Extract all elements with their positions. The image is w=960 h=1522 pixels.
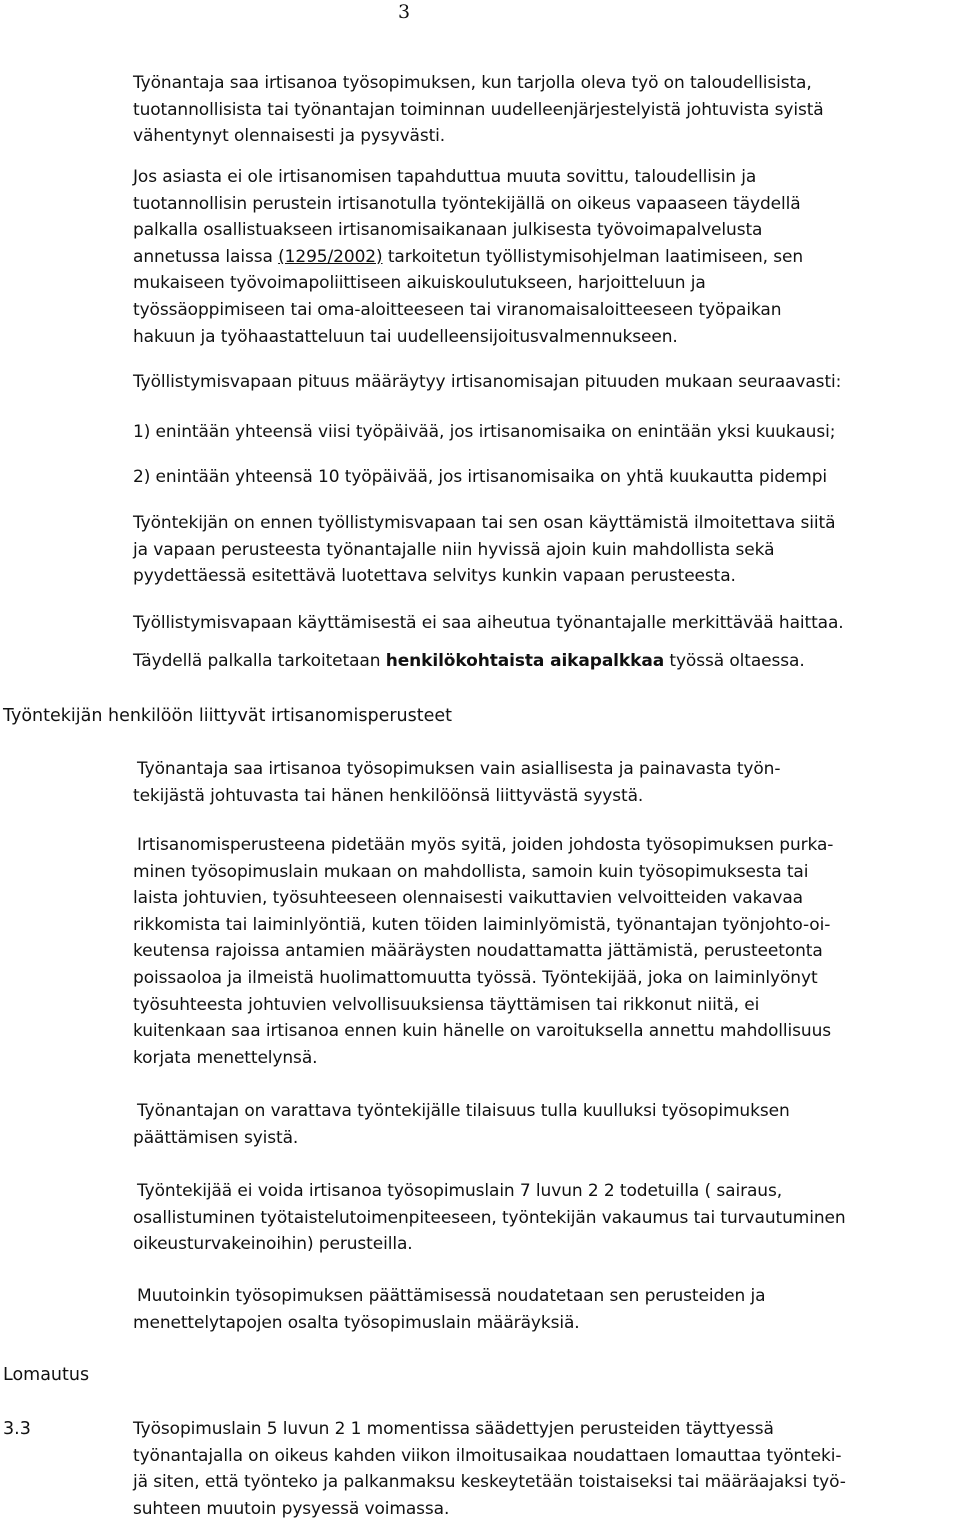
paragraph-termination-grounds [133, 832, 960, 1071]
text-line: työsuhteesta johtuvien velvollisuuksiensa täyttämisen tai rikkonut niitä, ei [133, 994, 760, 1015]
text-line: menettelytapojen osalta työsopimuslain määräyksiä. [133, 1312, 580, 1333]
text-fragment: työssä oltaessa. [664, 651, 805, 671]
text-line: työssäoppimiseen tai oma-aloitteeseen tai viranomaisaloitteeseen työpaikan [133, 299, 782, 320]
text-line: laista johtuvien, työsuhteeseen olennaisesti vaikuttavien velvoitteiden vakavaa [133, 888, 803, 909]
text-line: osallistuminen työtaistelutoimenpiteeseen, työntekijän vakaumus tai turvautuminen [133, 1207, 846, 1228]
text-line: työnantajalla on oikeus kahden viikon ilmoitusaikaa noudattaen lomauttaa työnteki- [133, 1445, 842, 1466]
list-item-2 [133, 464, 960, 491]
text-line: Työntekijää ei voida irtisanoa työsopimuslain 7 luvun 2 2 todetuilla ( sairaus, [137, 1181, 783, 1201]
paragraph-employment-leave [133, 164, 960, 350]
paragraph-full-pay [133, 648, 960, 675]
text-line: tuotannollisista tai työnantajan toiminnan uudelleenjärjestelyistä johtuvista syistä [133, 99, 824, 120]
text-line: Työnantaja saa irtisanoa työsopimuksen, kun tarjolla oleva työ on taloudellisista, [133, 73, 812, 93]
text-fragment: annetussa laissa [133, 246, 279, 267]
text-line: suhteen muutoin pysyessä voimassa. [133, 1498, 450, 1519]
text-line: Työntekijän on ennen työllistymisvapaan tai sen osan käyttämistä ilmoitettava siitä [133, 513, 836, 533]
text-line: oikeusturvakeinoihin) perusteilla. [133, 1234, 413, 1255]
text-line: tekijästä johtuvasta tai hänen henkilöönsä liittyvästä syystä. [133, 785, 644, 806]
text-line: pyydettäessä esitettävä luotettava selvitys kunkin vapaan perusteesta. [133, 566, 736, 587]
section-heading-personal-grounds: Työntekijän henkilöön liittyvät irtisanomisperusteet [3, 706, 453, 726]
section-heading-lomautus: Lomautus [3, 1365, 90, 1385]
paragraph-no-harm [133, 610, 960, 637]
text-line: Irtisanomisperusteena pidetään myös syitä, joiden johdosta työsopimuksen purka- [137, 835, 834, 855]
text-line: päättämisen syistä. [133, 1127, 299, 1148]
text-line: palkalla osallistuakseen irtisanomisaikanaan julkisesta työvoimapalvelusta [133, 220, 763, 241]
paragraph-prohibited-grounds [133, 1178, 960, 1258]
text-line: Työsopimuslain 5 luvun 2 1 momentissa säädettyjen perusteiden täyttyessä [133, 1419, 774, 1439]
text-line: Työllistymisvapaan pituus määräytyy irtisanomisajan pituuden mukaan seuraavasti: [133, 372, 842, 392]
paragraph-layoff [133, 1416, 960, 1522]
text-line: poissaoloa ja ilmeistä huolimattomuutta työssä. Työntekijää, joka on laiminlyönyt [133, 967, 818, 988]
text-line: keutensa rajoissa antamien määräysten noudattamatta jättämistä, perusteetonta [133, 941, 823, 962]
paragraph-leave-length [133, 369, 960, 396]
paragraph-personal-grounds [133, 756, 960, 809]
text-line: Jos asiasta ei ole irtisanomisen tapahduttua muuta sovittu, taloudellisin ja [133, 167, 757, 187]
text-line: 2) enintään yhteensä 10 työpäivää, jos irtisanomisaika on yhtä kuukautta pidempi [133, 467, 828, 487]
emphasis-text: henkilökohtaista aikapalkkaa [385, 651, 665, 671]
paragraph-procedures [133, 1283, 960, 1336]
text-line: mukaiseen työvoimapoliittiseen aikuiskoulutukseen, harjoitteluun ja [133, 273, 706, 294]
list-item-1 [133, 419, 960, 446]
text-line: 1) enintään yhteensä viisi työpäivää, jos irtisanomisaika on enintään yksi kuukausi; [133, 422, 836, 442]
text-line: Muutoinkin työsopimuksen päättämisessä noudatetaan sen perusteiden ja [137, 1286, 766, 1306]
text-line: hakuun ja työhaastatteluun tai uudelleensijoitusvalmennukseen. [133, 326, 678, 347]
text-line: vähentynyt olennaisesti ja pysyvästi. [133, 126, 446, 147]
text-line: Työllistymisvapaan käyttämisestä ei saa aiheutua työnantajalle merkittävää haittaa. [133, 613, 844, 633]
section-number: 3.3 [3, 1419, 31, 1439]
page-number: 3 [398, 1, 411, 23]
paragraph-notification [133, 510, 960, 590]
text-line: jä siten, että työnteko ja palkanmaksu keskeytetään toistaiseksi tai määräajaksi työ- [133, 1472, 846, 1493]
text-line: minen työsopimuslain mukaan on mahdollista, samoin kuin työsopimuksesta tai [133, 861, 809, 882]
text-line: Työnantaja saa irtisanoa työsopimuksen vain asiallisesta ja painavasta työn- [137, 759, 781, 779]
text-line [133, 244, 960, 271]
text-fragment: tarkoitetun työllistymisohjelman laatimiseen, sen [382, 246, 804, 267]
text-line: Työnantajan on varattava työntekijälle tilaisuus tulla kuulluksi työsopimuksen [137, 1101, 790, 1121]
text-line: rikkomista tai laiminlyöntiä, kuten töiden laiminlyömistä, työnantajan työnjohto-oi- [133, 914, 831, 935]
text-line: kuitenkaan saa irtisanoa ennen kuin hänelle on varoituksella annettu mahdollisuus [133, 1021, 831, 1042]
paragraph-economic-grounds [133, 70, 960, 150]
law-reference-link[interactable]: (1295/2002) [278, 246, 383, 267]
paragraph-hearing [133, 1098, 960, 1151]
text-line: ja vapaan perusteesta työnantajalle niin hyvissä ajoin kuin mahdollista sekä [133, 539, 775, 560]
text-line: korjata menettelynsä. [133, 1047, 318, 1068]
text-fragment: Täydellä palkalla tarkoitetaan [133, 651, 386, 671]
text-line [133, 648, 960, 675]
text-line: tuotannollisin perustein irtisanotulla työntekijällä on oikeus vapaaseen täydellä [133, 193, 801, 214]
